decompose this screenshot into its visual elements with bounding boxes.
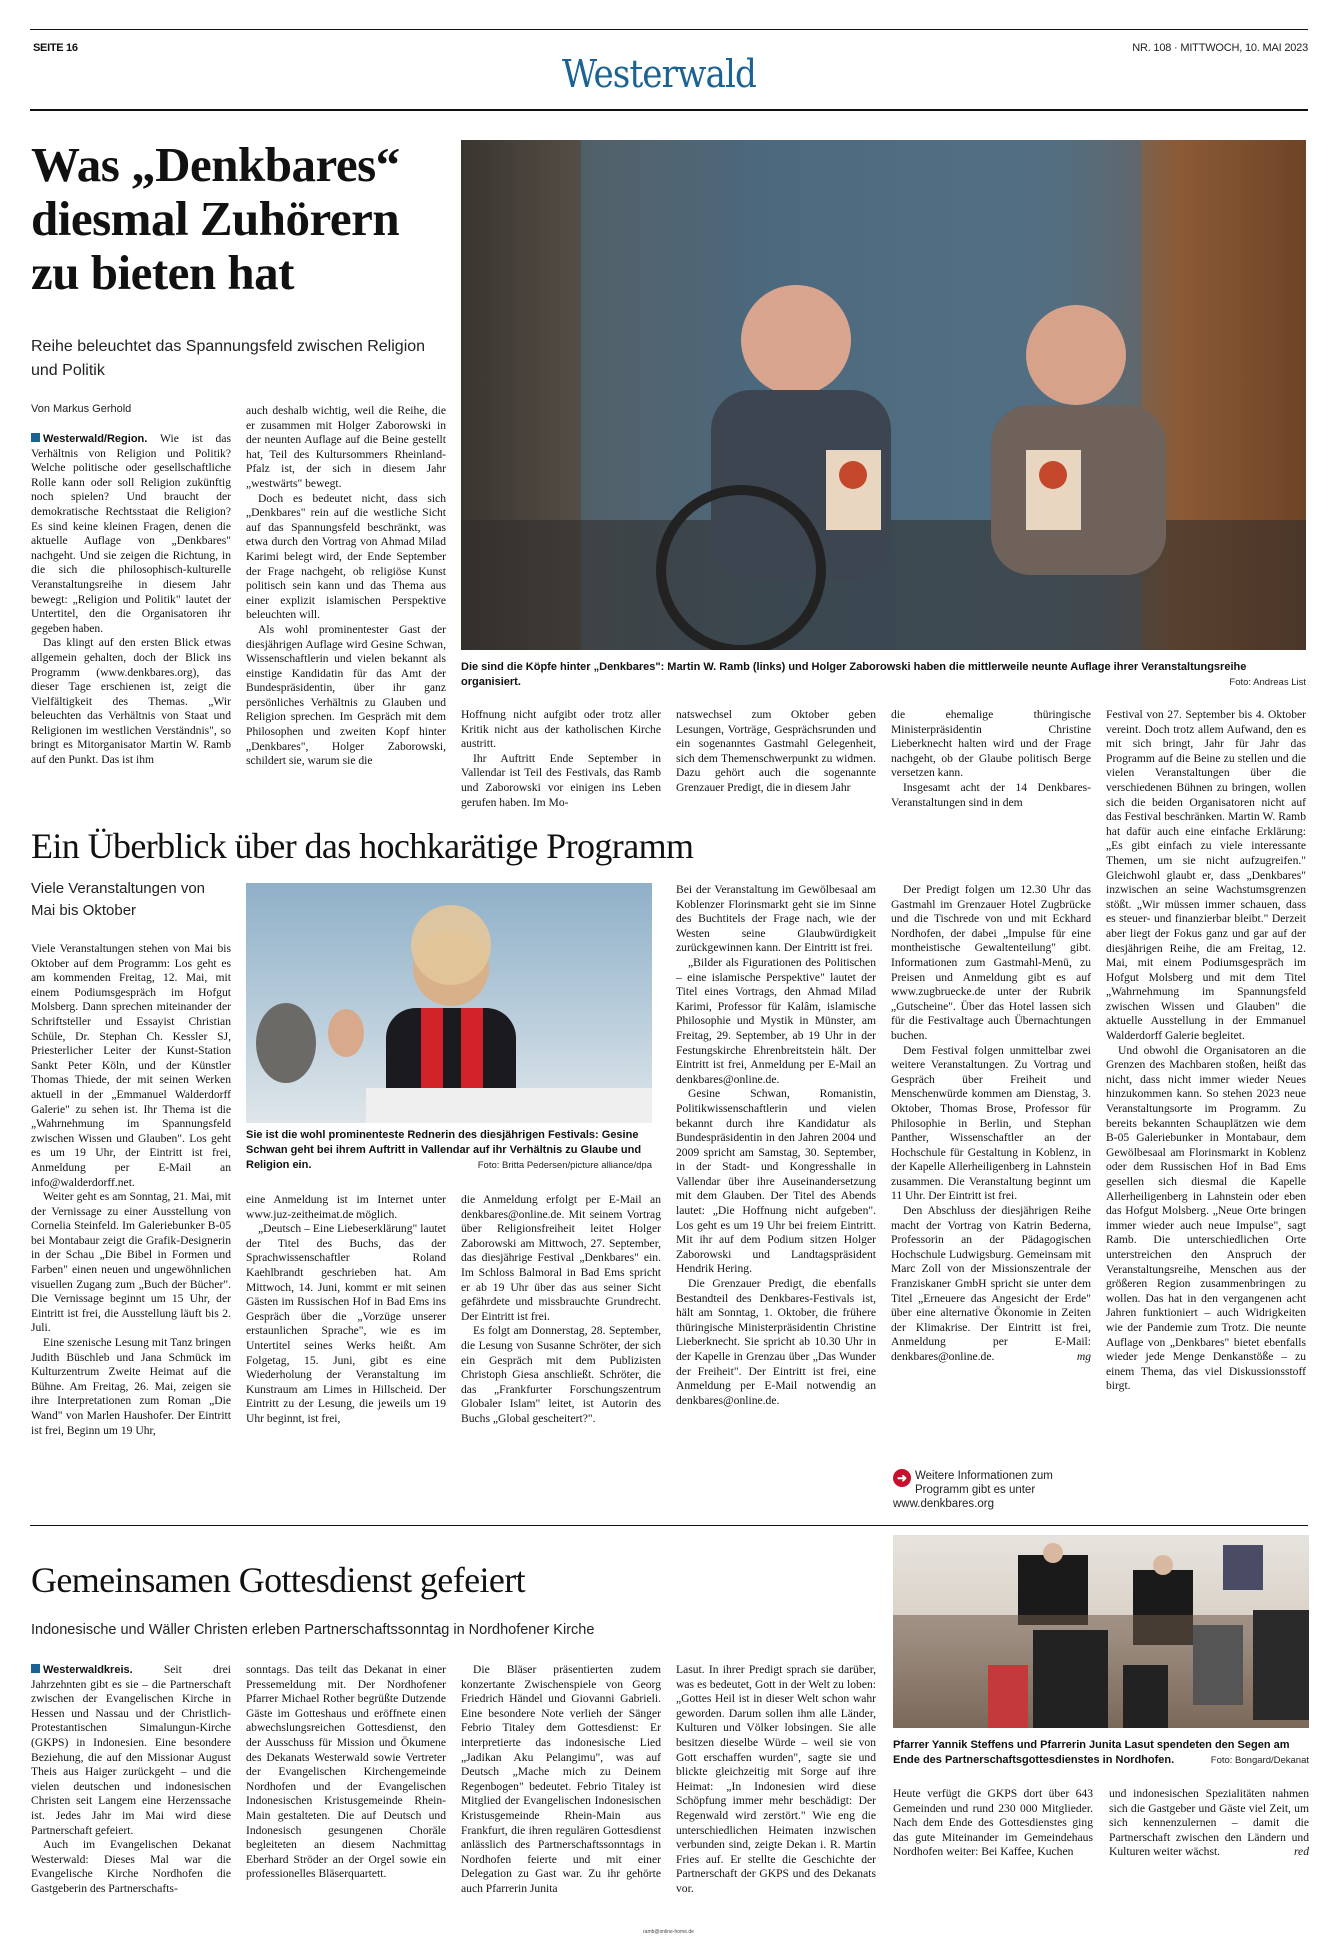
article3-column-4: Lasut. In ihrer Predigt sprach sie darüber, was es bedeutet, Gott in der Welt zu loben: „Gottes Heil ist in dieser Welt schon wahr geworden. Darum sollen ihm alle Länder, Kulturen und Völker lobsingen. Sie alle besitzen dieselbe Würde – weil sie von Gott erschaffen wurden", sagte sie und blickte gleichzeitig mit Sorge auf ihre Heimat: „In Indonesien wird diese Schöpfung immer mehr beschädigt: Der Regenwald wird zerstört." Wie eng die unterschiedlichen Heimaten inzwischen verbunden sind, zeigte Dekan i. R. Martin Fries auf. Er stellte die Geschichte der Partnerschaft der GKPS und des Dekanats vor. <box>676 1663 876 1895</box>
article1-column-6: Festival von 27. September bis 4. Oktober vereint. Doch trotz allem Aufwand, den es mit sich bringt, Jahr für Jahr das Programm auf die Beine zu stellen und die vielen Veranstaltungen über die verschiedenen Bühnen zu bringen, wollen sich die beiden Organisatoren nicht auf das Festival beschränken. Martin W. Ramb hat dafür auch eine einfache Erklärung: „Es gibt einfach zu viele interessante Themen, um sie nicht aufzugreifen." Gleichwohl glaubt er, dass „Denkbares" inzwischen an seine Wachstumsgrenzen stößt. „Wir müssen immer schauen, dass es steuer- und finanzierbar bleibt." Derzeit aber liegt der Fokus ganz und gar auf der diesjährigen Reihe, die am Freitag, 12. Mai, mit einem Podiumsgespräch im Hofgut Molsberg und mit dem Titel „Wahrnehmung im Spannungsfeld zwischen Wissen und Glauben" die aktuelle Ausstellung in der Emmanuel Walderdorff Galerie begleitet. Und obwohl die Organisatoren an die Grenzen des Machbaren stoßen, heißt das nicht, dass nicht immer wieder Neues hinzukommen kann. So stehen 2023 neue Veranstaltungsorte im Programm. Zu bereits bekannten Schauplätzen wie dem B-05 Galeriebunker in Montabaur, dem Gewölbesaal am Florinsmarkt in Koblenz oder dem Russischen Hof in Bad Ems gesellen sich diesmal die Kapelle Allerheiligenberg in Lahnstein oder eben das Hofgut Molsberg. „Neue Orte bringen immer wieder auch neue Impulse", sagt Ramb. Die unterschiedlichen Orte unterstreichen den Anspruch der Veranstaltungsreihe, Menschen aus der größeren Region zusammenbringen zu wollen. Das hat in den vergangenen acht Jahren funktioniert – auch Widrigkeiten wie der Pandemie zum Trotz. Die neunte Auflage von „Denkbares" bietet ebenfalls wieder jede Menge Denkanstöße – zu einem Thema, das viel Diskussionsstoff birgt. <box>1106 708 1306 1393</box>
church-service-photo <box>893 1535 1309 1728</box>
article2-subheadline: Viele Veranstaltungen von Mai bis Oktober <box>31 880 206 919</box>
article2-column-3: die Anmeldung erfolgt per E-Mail an denkbares@online.de. Mit seinem Vortrag über Religionsfreiheit leitet Holger Zaborowski am Mittwoch, 27. September, das diesjährige Festival „Denkbares" ein. Im Schloss Balmoral in Bad Ems spricht er ab 19 Uhr über das aus seiner Sicht gefährdete und missbrauchte Grundrecht. Der Eintritt ist frei. Es folgt am Donnerstag, 28. September, die Lesung von Susanne Schröter, der sich ein Gespräch mit dem Publizisten Christoph Giesa anschließt. Schröter, die das „Frankfurter Forschungszentrum Globaler Islam" leitet, ist Autorin des Buchs „Global gescheitert?". <box>461 1193 661 1425</box>
article2-column-5: Der Predigt folgen um 12.30 Uhr das Gastmahl im Grenzauer Hotel Zugbrücke und die Tischrede von und mit Eckhard Nordhofen, der dabei „Impulse für eine montheistische Gewaltenteilung" gibt. Informationen zum Gastmahl-Menü, zu Preisen und Anmeldung gibt es auf www.zugbruecke.de unter der Rubrik „Gutscheine". Über das Hotel lassen sich für die Festivaltage auch Übernachtungen buchen. Dem Festival folgen unmittelbar zwei weitere Veranstaltungen. Zu Vortrag und Gespräch über Freiheit und Menschenwürde kommen am Dienstag, 3. Oktober, Thomas Brose, Professor für Philosophie in Berlin, und Stephan Panther, Wissenschaftler an der Hochschule für Gestaltung in Koblenz, in der Kapelle Allerheiligenberg in Lahnstein zusammen. Die Veranstaltung beginnt um 11 Uhr. Der Eintritt ist frei. Den Abschluss der diesjährigen Reihe macht der Vortrag von Katrin Bederna, Professorin an der Pädagogischen Hochschule Ludwigsburg. Gemeinsam mit Marc Zoll von der Missionszentrale der Franziskaner GmbH spricht sie unter dem Titel „Erneuere das Angesicht der Erde" über eine alternative Ökonomie in Zeiten der Klimakrise. Der Eintritt ist frei, Anmeldung per E-Mail: denkbares@online.de. mg <box>891 883 1091 1363</box>
header-rule <box>30 109 1308 111</box>
author-initials: red <box>1293 1845 1309 1859</box>
footer-email: ramb@online-home.de <box>643 1929 694 1935</box>
section-title: Westerwald <box>562 52 756 96</box>
article2-photo-caption: Sie ist die wohl prominenteste Rednerin des diesjährigen Festivals: Gesine Schwan geht bei ihrem Auftritt in Vallendar auf ihr Verhältnis zu Glaube und Religion ein. Foto: Britta Pedersen/picture alliance/dpa <box>246 1129 652 1171</box>
top-rule <box>30 29 1308 30</box>
article1-column-4: natswechsel zum Oktober geben Lesungen, Vorträge, Gesprächsrunden und ein sogenanntes Gastmahl Gelegenheit, sich dem Themenschwerpunkt zu widmen. Dazu gehört auch die sogenannte Grenzauer Predigt, die in diesem Jahr <box>676 708 876 794</box>
article3-column-1: Westerwaldkreis. Seit drei Jahrzehnten gibt es sie – die Partnerschaft zwischen der Evangelischen Kirche in Hessen und Nassau und der Christlich-Protestantischen Simalungun-Kirche (GKPS) in Indonesien. Eine besondere Beziehung, die auf den Missionar August Theis aus Haiger zurückgeht – und die vielen deutschen und indonesischen Christen seit Langem eine Herzenssache ist. Jedes Jahr im Mai wird diese Partnerschaft gefeiert. Auch im Evangelischen Dekanat Westerwald: Dieses Mal war die Evangelische Kirche Nordhofen die Gastgeberin des Partnerschafts- <box>31 1663 231 1895</box>
headline-line: Was „Denkbares“ <box>31 137 400 192</box>
photo-credit: Foto: Andreas List <box>1229 677 1306 688</box>
headline-line: zu bieten hat <box>31 245 294 300</box>
article3-column-2: sonntags. Das teilt das Dekanat in einer Pressemeldung mit. Der Nordhofener Pfarrer Michael Rother begrüßte Dutzende Gäste im Gotteshaus und eröffnete einen abwechslungsreichen Gottesdienst, den der Ausschuss für Mission und Ökumene des Dekanats Westerwald sowie Vertreter der Evangelischen Kirchengemeinde Nordhofen und der Evangelischen Indonesischen Kristusgemeinde Rhein-Main gestalteten. Die auf Deutsch und Indonesisch gesungenen Choräle begleiteten an diesem Nachmittag Eberhard Ströder an der Orgel sowie ein professionelles Bläserquartett. <box>246 1663 446 1881</box>
photo-illustration <box>246 883 652 1123</box>
article2-column-2: eine Anmeldung ist im Internet unter www.juz-zeitheimat.de möglich. „Deutsch – Eine Liebeserklärung" lautet der Titel des Buchs, das der Sprachwissenschaftler Roland Kaehlbrandt geschrieben hat. Am Mittwoch, 14. Juni, kommt er mit seinen Gästen im Russischen Hof in Bad Ems ins Gespräch über die „Vorzüge unserer erstaunlichen Sprache", wie es im Untertitel seines Werks heißt. Am Folgetag, 15. Juni, gibt es eine Wiederholung der Veranstaltung im Kunstraum am Limes in Hillscheid. Der Eintritt zu der Lesung, die jeweils um 19 Uhr beginnt, ist frei, <box>246 1193 446 1425</box>
arrow-right-icon: ➜ <box>893 1469 911 1487</box>
section-marker-icon <box>31 1664 40 1673</box>
article3-photo-caption: Pfarrer Yannik Steffens und Pfarrerin Junita Lasut spendeten den Segen am Ende des Partnerschaftsgottesdienstes in Nordhofen. Foto: Bongard/Dekanat <box>893 1739 1309 1766</box>
info-text: Weitere Informationen zum Programm gibt es unter <box>915 1470 1053 1496</box>
info-link[interactable]: www.denkbares.org <box>893 1498 994 1510</box>
article3-column-3: Die Bläser präsentierten zudem konzertante Zwischenspiele von Georg Friedrich Händel und Giovanni Gabrieli. Eine besondere Note verlieh der Sänger Febrio Titaley dem Gottesdienst: Er interpretierte das indonesische Lied „Jadikan Aku Pelangimu", was auf Deutsch „Mache mich zu Deinem Regenbogen" bedeutet. Febrio Titaley ist Mitglied der Evangelischen Indonesischen Kristusgemeinde Rhein-Main aus Frankfurt, die ihren regulären Gottesdienst anlässlich des Partnerschaftssonntags in Nordhofen feierte und mit einer Delegation zu Gast war. Zu ihr gehörte auch Pfarrerin Junita <box>461 1663 661 1895</box>
speaker-photo <box>246 883 652 1123</box>
photo-illustration <box>893 1535 1309 1728</box>
article1-headline <box>31 138 451 300</box>
article1-column-2: auch deshalb wichtig, weil die Reihe, die er zusammen mit Holger Zaborowski in der neunten Auflage auf die Beine gestellt hat, Teil des Kultursommers Rheinland-Pfalz ist, der sich in diesem Jahr „westwärts" bewegt. Doch es bedeutet nicht, dass sich „Denkbares" rein auf die westliche Sicht auf das Spannungsfeld beschränkt, was etwa durch den Vortrag von Ahmad Milad Karimi belegt wird, der Ende September der Frage nachgeht, ob religiöse Kunst politisch sein kann und das Thema aus einer explizit islamischen Perspektive beleuchten will. Als wohl prominentester Gast der diesjährigen Auflage wird Gesine Schwan, Wissenschaftlerin und vielen bekannt als einstige Kandidatin für das Amt der Bundespräsidentin, über ihr ganz persönliches Verhältnis zu Glauben und Religion sprechen. Im Gespräch mit dem Philosophen und zweiten Kopf hinter „Denkbares", Holger Zaborowski, schildert sie, warum sie die <box>246 404 446 768</box>
page-number: SEITE 16 <box>33 42 78 54</box>
byline: Von Markus Gerhold <box>31 403 132 415</box>
section-marker-icon <box>31 433 40 442</box>
photo-credit: Foto: Bongard/Dekanat <box>1210 1755 1309 1766</box>
section-divider <box>30 1525 1308 1526</box>
dateline: Westerwald/Region. <box>43 433 148 445</box>
article2-column-1: Viele Veranstaltungen stehen von Mai bis Oktober auf dem Programm: Los geht es am kommenden Freitag, 12. Mai, mit einem Podiumsgespräch im Hofgut Molsberg. Dann sprechen miteinander der Schriftsteller und Essayist Christian Schüle, Dr. Stephan Ch. Kessler SJ, Priesterlicher Leiter der Kunst-Station Sankt Peter Köln, und der Künstler Thomas Thiede, der mit seinen Werken aktuell in der „Emmanuel Walderdorff Galerie" zu sehen ist. Ihr Thema ist die „Wahrnehmung im Spannungsfeld zwischen Wissen und Glauben". Los geht es um 19 Uhr, der Eintritt ist frei, Anmeldung per E-Mail an info@walderdorff.net. Weiter geht es am Sonntag, 21. Mai, mit der Vernissage zu einer Ausstellung von Cornelia Steinfeld. Im Galeriebunker B-05 bei Montabaur zeigt die Grafik-Designerin in der Schau „Die Bibel in Formen und Farben" einen neuen und ungewöhnlichen visuellen Zugang zum „Buch der Bücher". Die Vernissage beginnt um 15 Uhr, der Eintritt ist frei, die Ausstellung läuft bis 2. Juli. Eine szenische Lesung mit Tanz bringen Judith Büschleb und Jana Schmück im Kulturzentrum Zweite Heimat auf die Bühne. Am Freitag, 26. Mai, zeigen sie ihre Interpretationen zum Roman „Die Wand" von Marlen Haushofer. Der Eintritt ist frei, Beginn um 19 Uhr, <box>31 942 231 1437</box>
issue-info: NR. 108 · MITTWOCH, 10. MAI 2023 <box>1132 42 1308 54</box>
article1-column-5: die ehemalige thüringische Ministerpräsidentin Christine Lieberknecht halten wird und der Frage nachgeht, ob der Glaube politisch Berge versetzen kann. Insgesamt acht der 14 Denkbares-Veranstaltungen sind in dem <box>891 708 1091 809</box>
article1-column-3: Hoffnung nicht aufgibt oder trotz aller Kritik nicht aus der katholischen Kirche austritt. Ihr Auftritt Ende September in Vallendar ist Teil des Festivals, das Ramb und Zaborowski vor einigen ins Leben gerufen haben. Im Mo- <box>461 708 661 809</box>
photo-illustration <box>461 140 1306 650</box>
headline-line: diesmal Zuhörern <box>31 191 400 246</box>
article3-headline: Gemeinsamen Gottesdienst gefeiert <box>31 1560 526 1600</box>
author-initials: mg <box>1076 1350 1091 1363</box>
article1-subheadline: Reihe beleuchtet das Spannungsfeld zwischen Religion und Politik <box>31 338 426 379</box>
organizers-photo <box>461 140 1306 650</box>
article3-subheadline: Indonesische und Wäller Christen erleben Partnerschaftssonntag in Nordhofener Kirche <box>31 1622 595 1638</box>
article1-photo-caption: Die sind die Köpfe hinter „Denkbares": Martin W. Ramb (links) und Holger Zaborowski haben die mittlerweile neunte Auflage ihrer Veranstaltungsreihe organisiert. Foto: Andreas List <box>461 661 1306 688</box>
article1-column-1: Westerwald/Region. Wie ist das Verhältnis von Religion und Politik? Welche politische oder gesellschaftliche Rolle kann oder soll Religion zukünftig noch spielen? Und braucht der demokratische Rechtsstaat die Religion? Es sind keine kleinen Fragen, denen die aktuelle Auflage von „Denkbares" nachgeht. Und sie zeigen die Richtung, in die sich die philosophisch-kulturelle Veranstaltungsreihe in diesem Jahr bewegt: „Religion und Politik" lautet der Untertitel, den die Organisatoren ihr gegeben haben. Das klingt auf den ersten Blick etwas allgemein gehalten, doch der Blick ins Programm (www.denkbares.org), das dieser Tage erschienen ist, zeigt die Vielfältigkeit des Themas. „Wir beleuchten das Verhältnis von Staat und Religionen im westlichen Verständnis", so bringt es Mitorganisator Martin W. Ramb auf den Punkt. Das ist ihm <box>31 432 231 767</box>
article3-column-6: und indonesischen Spezialitäten nahmen sich die Gastgeber und Gäste viel Zeit, um sich kennenzulernen – damit die Partnerschaft zwischen den Ländern und Kulturen weiter wächst. red <box>1109 1787 1309 1859</box>
article2-headline: Ein Überblick über das hochkarätige Programm <box>31 826 694 866</box>
info-box <box>893 1469 1083 1511</box>
dateline: Westerwaldkreis. <box>43 1664 133 1676</box>
article2-column-4: Bei der Veranstaltung im Gewölbesaal am Koblenzer Florinsmarkt geht sie im Sinne des Buchtitels der Frage nach, wie der Westen seine Glaubwürdigkeit zurückgewinnen kann. Der Eintritt ist frei. „Bilder als Figurationen des Politischen – eine islamische Perspektive" lautet der Titel eines Vortrags, den Ahmad Milad Karimi, Professor für Kalâm, islamische Philosophie und Mystik in Münster, am Freitag, 29. September, ab 19 Uhr in der Festungskirche Ehrenbreitstein hält. Der Eintritt ist frei, Anmeldung per E-Mail an denkbares@online.de. Gesine Schwan, Romanistin, Politikwissenschaftlerin und vielen bekannt durch ihre Kandidatur als Bundespräsidentin in den Jahren 2004 und 2009 spricht am Samstag, 30. September, in der Stadt- und Kongresshalle in Vallendar über ihre Auseinandersetzung mit dem Glauben. Der Titel des Abends lautet: „Die Hoffnung nicht aufgeben". Los geht es um 19 Uhr bei freiem Eintritt. Mit ihr auf dem Podium sitzen Holger Zaborowski und Landtagspräsident Hendrik Hering. Die Grenzauer Predigt, die ebenfalls Bestandteil des Denkbares-Festivals ist, hält am Sonntag, 1. Oktober, die frühere thüringische Ministerpräsidentin Christine Lieberknecht. Sie spricht ab 10.30 Uhr in der Kapelle in Grenzau über „Das Wunder der Freiheit". Der Eintritt ist frei, eine Anmeldung per E-Mail notwendig an denkbares@online.de. <box>676 883 876 1407</box>
photo-credit: Foto: Britta Pedersen/picture alliance/dpa <box>477 1160 652 1171</box>
article3-column-5: Heute verfügt die GKPS dort über 643 Gemeinden und rund 230 000 Mitglieder. Nach dem Ende des Gottesdienstes ging das gute Miteinander im Gemeindehaus Nordhofen weiter: Bei Kaffee, Kuchen <box>893 1787 1093 1859</box>
